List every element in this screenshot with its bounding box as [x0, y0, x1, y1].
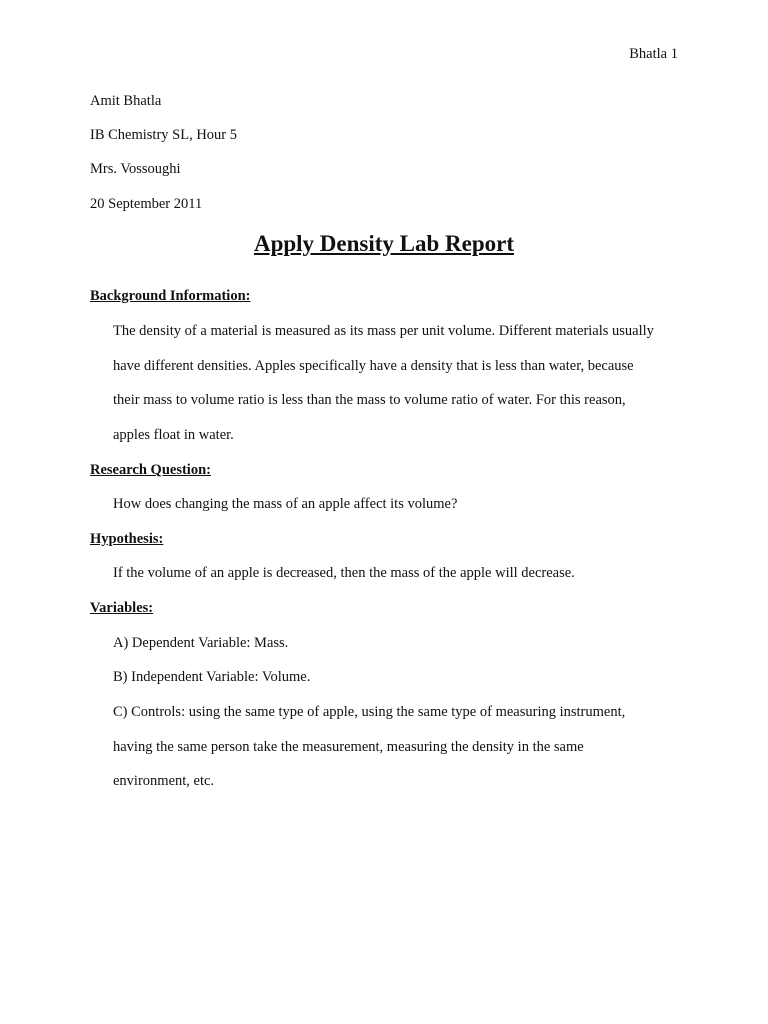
hypothesis-text: If the volume of an apple is decreased, then the mass of the apple will decrease.: [113, 565, 575, 581]
course-name: IB Chemistry SL, Hour 5: [90, 127, 238, 143]
variable-controls: C) Controls: using the same type of apple, using the same type of measuring instrument,: [113, 704, 626, 720]
running-header: Bhatla 1: [629, 46, 678, 62]
hypothesis-heading: Hypothesis:: [90, 531, 164, 547]
author-name: Amit Bhatla: [90, 93, 162, 109]
document-title: Apply Density Lab Report: [253, 231, 515, 256]
research-question-heading: Research Question:: [90, 462, 211, 478]
variable-independent: B) Independent Variable: Volume.: [113, 669, 311, 685]
background-line: have different densities. Apples specifically have a density that is less than water, because: [113, 358, 634, 374]
report-date: 20 September 2011: [90, 196, 203, 212]
background-line: The density of a material is measured as its mass per unit volume. Different materials usually: [113, 323, 654, 339]
background-line: their mass to volume ratio is less than the mass to volume ratio of water. For this reason,: [113, 392, 626, 408]
research-question-text: How does changing the mass of an apple affect its volume?: [113, 496, 458, 512]
variable-controls-cont: environment, etc.: [113, 773, 215, 789]
background-heading: Background Information:: [90, 288, 251, 304]
variables-heading: Variables:: [90, 600, 154, 616]
variable-controls-cont: having the same person take the measurement, measuring the density in the same: [113, 739, 584, 755]
teacher-name: Mrs. Vossoughi: [90, 161, 181, 177]
variable-dependent: A) Dependent Variable: Mass.: [113, 635, 289, 651]
background-line: apples float in water.: [113, 427, 234, 443]
